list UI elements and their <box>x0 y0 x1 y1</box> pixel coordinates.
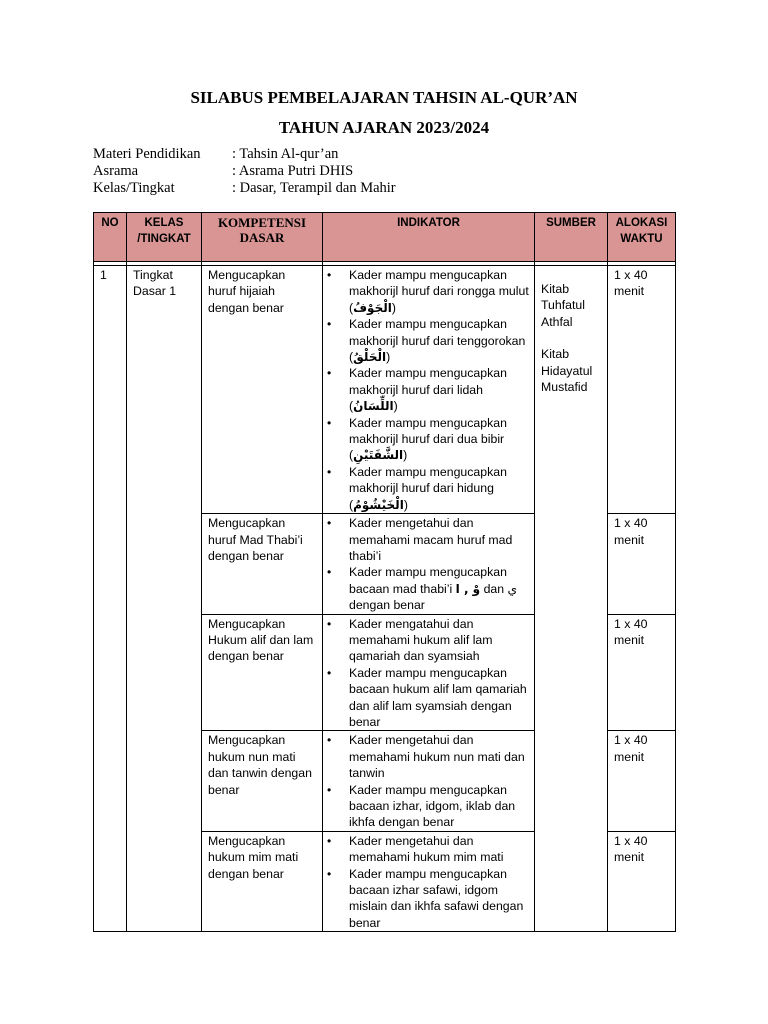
indikator-item: • Kader mengetahui dan memahami hukum mim mati <box>349 833 530 866</box>
header-no: NO <box>94 213 127 262</box>
sumber-item: Kitab Tuhfatul Athfal <box>541 282 585 329</box>
arabic-term: اللِّسَانُ <box>353 399 394 414</box>
arabic-term: وْ , ا <box>455 581 481 596</box>
cell-waktu: 1 x 40 menit <box>608 731 676 831</box>
cell-kompetensi: Mengucapkan hukum mim mati dengan benar <box>202 831 323 931</box>
header-kelas: KELAS /TINGKAT <box>127 213 202 262</box>
header-indikator: INDIKATOR <box>323 213 535 262</box>
meta-info <box>93 146 396 197</box>
indikator-item: • Kader mampu mengucapkan makhorijl huruf dari dua bibir (الشَّفَتَيْنِ) <box>349 415 530 464</box>
cell-no: 1 <box>94 266 127 932</box>
arabic-term: الْجَوْفُ <box>353 300 392 315</box>
cell-kelas: Tingkat Dasar 1 <box>127 266 202 932</box>
indikator-item: • Kader mampu mengucapkan makhorijl huruf dari rongga mulut (الْجَوْفُ) <box>349 267 530 316</box>
cell-waktu: 1 x 40 menit <box>608 266 676 514</box>
cell-indikator <box>323 731 535 831</box>
cell-waktu: 1 x 40 menit <box>608 614 676 731</box>
indikator-item: • Kader mengetahui dan memahami hukum nun mati dan tanwin <box>349 732 530 781</box>
meta-row <box>93 163 396 180</box>
indikator-item: • Kader mengatahui dan memahami hukum alif lam qamariah dan syamsiah <box>349 616 530 665</box>
cell-sumber <box>535 266 608 932</box>
table-row <box>94 266 676 514</box>
cell-waktu: 1 x 40 menit <box>608 831 676 931</box>
indikator-item: • Kader mampu mengucapkan bacaan hukum alif lam qamariah dan alif lam syamsiah dengan benar <box>349 665 530 731</box>
meta-row <box>93 180 396 197</box>
table-header-row <box>94 213 676 262</box>
indikator-item: • Kader mampu mengucapkan bacaan mad thabi’i وْ , ا dan ي dengan benar <box>349 564 530 613</box>
cell-kompetensi: Mengucapkan Hukum alif dan lam dengan benar <box>202 614 323 731</box>
arabic-term: الْحَلْقُ <box>353 350 387 365</box>
syllabus-table <box>93 212 676 932</box>
header-alokasi: ALOKASI WAKTU <box>608 213 676 262</box>
arabic-term: الشَّفَتَيْنِ <box>353 448 404 463</box>
cell-kompetensi: Mengucapkan huruf hijaiah dengan benar <box>202 266 323 514</box>
document-subtitle: TAHUN AJARAN 2023/2024 <box>278 118 490 137</box>
cell-kompetensi: Mengucapkan hukum nun mati dan tanwin dengan benar <box>202 731 323 831</box>
header-sumber: SUMBER <box>535 213 608 262</box>
cell-indikator <box>323 614 535 731</box>
indikator-item: • Kader mampu mengucapkan bacaan izhar safawi, idgom mislain dan ikhfa safawi dengan benar <box>349 866 530 932</box>
indikator-item: • Kader mampu mengucapkan bacaan izhar, idgom, iklab dan ikhfa dengan benar <box>349 782 530 831</box>
indikator-item: • Kader mengetahui dan memahami macam huruf mad thabi’i <box>349 515 530 564</box>
meta-value: : Dasar, Terampil dan Mahir <box>232 180 396 196</box>
indikator-item: • Kader mampu mengucapkan makhorijl huruf dari hidung (الْخَيْشُوْمُ) <box>349 464 530 513</box>
cell-kompetensi: Mengucapkan huruf Mad Thabi’i dengan benar <box>202 514 323 614</box>
cell-waktu: 1 x 40 menit <box>608 514 676 614</box>
sumber-item: Kitab Hidayatul Mustafid <box>541 347 593 395</box>
indikator-item: • Kader mampu mengucapkan makhorijl huruf dari lidah (اللِّسَانُ) <box>349 365 530 414</box>
meta-value: : Asrama Putri DHIS <box>232 163 354 179</box>
meta-row <box>93 146 396 163</box>
cell-indikator <box>323 266 535 514</box>
arabic-term: الْخَيْشُوْمُ <box>353 497 404 512</box>
document-title: SILABUS PEMBELAJARAN TAHSIN AL-QUR’AN <box>190 88 578 107</box>
meta-label: Kelas/Tingkat <box>93 180 175 196</box>
meta-label: Materi Pendidikan <box>93 146 201 162</box>
header-kompetensi: KOMPETENSI DASAR <box>202 213 323 262</box>
indikator-item: • Kader mampu mengucapkan makhorijl huruf dari tenggorokan (الْحَلْقُ) <box>349 316 530 365</box>
meta-value: : Tahsin Al-qur’an <box>232 146 339 162</box>
cell-indikator <box>323 514 535 614</box>
meta-label: Asrama <box>93 163 139 179</box>
cell-indikator <box>323 831 535 931</box>
